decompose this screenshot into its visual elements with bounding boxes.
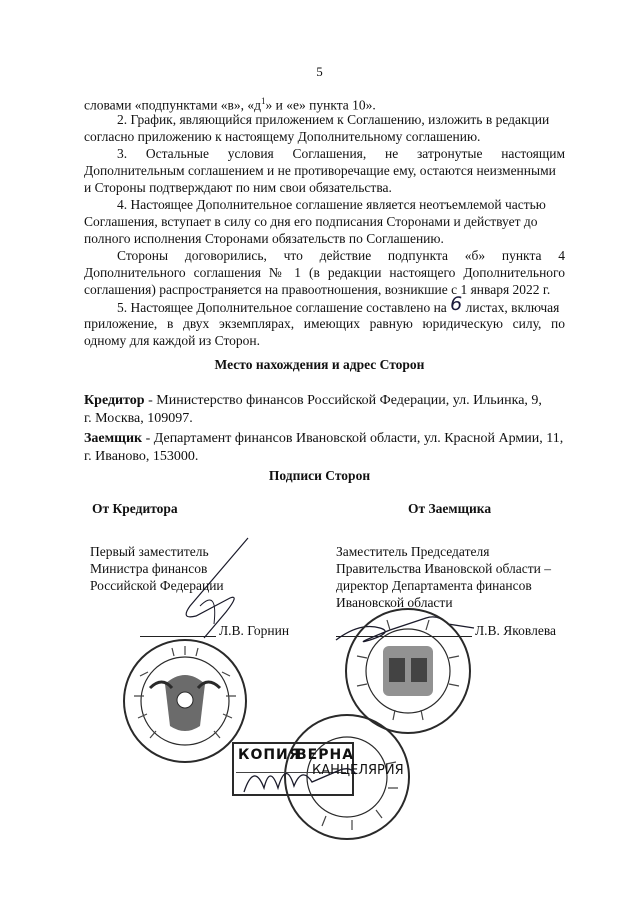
- creditor-position-line: Министра финансов: [90, 561, 208, 576]
- borrower-position-line: директор Департамента финансов: [336, 578, 532, 593]
- borrower-address: Заемщик - Департамент финансов Ивановской области, ул. Красной Армии, 11,: [84, 431, 564, 446]
- body-line: словами «подпунктами «в», «$д^1$» и «е» пункта 10».: [84, 96, 376, 113]
- borrower-position-line: Заместитель Председателя: [336, 544, 490, 559]
- paragraph-5-line: Стороны договорились, что действие подпункта «б» пункта 4: [117, 248, 565, 263]
- paragraph-4-line: полного исполнения Сторонами обязательств по Соглашению.: [84, 231, 444, 246]
- paragraph-6-line: 5. Настоящее Дополнительное соглашение составлено на 6 листах, включая: [117, 293, 560, 315]
- paragraph-5-line: соглашения) распространяется на правоотношения, возникшие с 1 января 2022 г.: [84, 282, 551, 297]
- handwritten-number: 6: [450, 293, 463, 315]
- copy-signature-icon: [240, 752, 360, 802]
- signatures-section-title: Подписи Сторон: [268, 468, 371, 483]
- creditor-position-line: Российской Федерации: [90, 578, 224, 593]
- copy-stamp-word: КОПИЯ: [238, 747, 301, 763]
- creditor-position-line: Первый заместитель: [90, 544, 209, 559]
- paragraph-4-line: 4. Настоящее Дополнительное соглашение является неотъемлемой частью: [117, 197, 546, 212]
- chancellery-label: КАНЦЕЛЯРИЯ: [312, 763, 404, 778]
- creditor-address: Кредитор - Министерство финансов Российской Федерации, ул. Ильинка, 9,: [84, 393, 542, 408]
- borrower-position-line: Правительства Ивановской области –: [336, 561, 552, 576]
- page-number: 5: [316, 64, 323, 79]
- address-section-title: Место нахождения и адрес Сторон: [214, 357, 425, 372]
- creditor-signatory-name: Л.В. Горнин: [219, 623, 290, 638]
- paragraph-5-line: Дополнительного соглашения № 1 (в редакции настоящего Дополнительного: [84, 265, 565, 280]
- borrower-address-line2: г. Иваново, 153000.: [84, 449, 199, 464]
- copy-stamp-word: ВЕРНА: [296, 747, 355, 763]
- paragraph-4-line: Соглашения, вступает в силу со дня его подписания Сторонами и действует до: [84, 214, 538, 229]
- borrower-position-line: Ивановской области: [336, 595, 453, 610]
- paragraph-3-line: 3. Остальные условия Соглашения, не затронутые настоящим: [117, 146, 565, 161]
- ministry-seal-icon: [120, 636, 250, 766]
- creditor-signature-icon: [170, 536, 260, 646]
- paragraph-2-line: согласно приложению к настоящему Дополнительному соглашению.: [84, 129, 481, 144]
- paragraph-3-line: Дополнительным соглашением и не противоречащие ему, остаются неизменными: [84, 163, 556, 178]
- paragraph-6-line: приложение, в двух экземплярах, имеющих равную юридическую силу, по: [84, 316, 565, 331]
- borrower-signatory-name: Л.В. Яковлева: [475, 623, 557, 638]
- borrower-heading: От Заемщика: [408, 501, 492, 516]
- paragraph-3-line: и Стороны подтверждают по ним свои обязательства.: [84, 180, 392, 195]
- paragraph-2-line: 2. График, являющийся приложением к Соглашению, изложить в редакции: [117, 112, 550, 127]
- creditor-address-line2: г. Москва, 109097.: [84, 411, 193, 426]
- paragraph-6-line: одному для каждой из Сторон.: [84, 333, 261, 348]
- creditor-heading: От Кредитора: [92, 501, 178, 516]
